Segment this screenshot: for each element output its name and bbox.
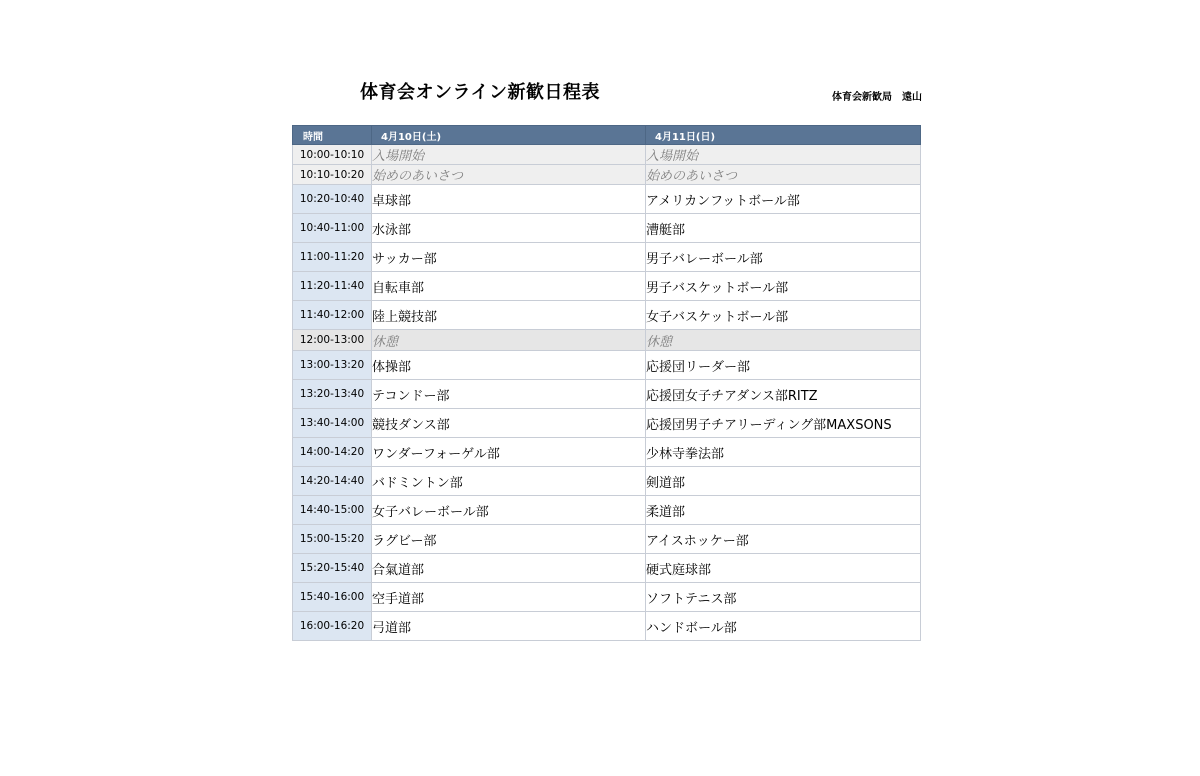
author-org: 体育会新歓局 <box>832 92 892 103</box>
time-cell: 10:10-10:20 <box>293 165 372 185</box>
day2-cell: 始めのあいさつ <box>646 165 921 185</box>
day1-cell: 体操部 <box>372 351 646 380</box>
day2-cell: 応援団女子チアダンス部RITZ <box>646 380 921 409</box>
day2-cell: 入場開始 <box>646 145 921 165</box>
day1-cell: 始めのあいさつ <box>372 165 646 185</box>
author-name: 遠山 <box>902 92 922 103</box>
time-cell: 15:00-15:20 <box>293 525 372 554</box>
day2-cell: ハンドボール部 <box>646 612 921 641</box>
day1-cell: 陸上競技部 <box>372 301 646 330</box>
table-row <box>293 467 921 496</box>
time-cell: 15:40-16:00 <box>293 583 372 612</box>
time-cell: 15:20-15:40 <box>293 554 372 583</box>
day1-cell: 入場開始 <box>372 145 646 165</box>
day1-cell: 卓球部 <box>372 185 646 214</box>
day1-cell: 女子バレーボール部 <box>372 496 646 525</box>
table-row <box>293 351 921 380</box>
author-line <box>832 88 922 103</box>
time-cell: 14:00-14:20 <box>293 438 372 467</box>
table-row <box>293 301 921 330</box>
day1-cell: ラグビー部 <box>372 525 646 554</box>
table-row <box>293 583 921 612</box>
day2-cell: 少林寺拳法部 <box>646 438 921 467</box>
day2-cell: 女子バスケットボール部 <box>646 301 921 330</box>
time-cell: 14:20-14:40 <box>293 467 372 496</box>
time-cell: 10:20-10:40 <box>293 185 372 214</box>
time-cell: 13:40-14:00 <box>293 409 372 438</box>
table-row <box>293 272 921 301</box>
day2-cell: アメリカンフットボール部 <box>646 185 921 214</box>
table-row <box>293 554 921 583</box>
table-row <box>293 165 921 185</box>
day1-cell: バドミントン部 <box>372 467 646 496</box>
table-row <box>293 330 921 351</box>
table-row <box>293 612 921 641</box>
day2-cell: 休憩 <box>646 330 921 351</box>
day2-cell: ソフトテニス部 <box>646 583 921 612</box>
day1-cell: サッカー部 <box>372 243 646 272</box>
day1-cell: 水泳部 <box>372 214 646 243</box>
time-cell: 13:20-13:40 <box>293 380 372 409</box>
day1-cell: ワンダーフォーゲル部 <box>372 438 646 467</box>
document-title: 体育会オンライン新歓日程表 <box>360 82 600 103</box>
table-row <box>293 438 921 467</box>
day2-cell: 硬式庭球部 <box>646 554 921 583</box>
table-row <box>293 409 921 438</box>
day2-cell: 男子バレーボール部 <box>646 243 921 272</box>
time-cell: 10:40-11:00 <box>293 214 372 243</box>
day1-cell: 競技ダンス部 <box>372 409 646 438</box>
table-row <box>293 214 921 243</box>
day2-cell: 剣道部 <box>646 467 921 496</box>
day2-cell: 男子バスケットボール部 <box>646 272 921 301</box>
table-row <box>293 525 921 554</box>
day1-cell: 弓道部 <box>372 612 646 641</box>
table-row <box>293 145 921 165</box>
day2-cell: 応援団リーダー部 <box>646 351 921 380</box>
header-day2: 4月11日(日) <box>646 126 921 145</box>
day2-cell: 柔道部 <box>646 496 921 525</box>
time-cell: 10:00-10:10 <box>293 145 372 165</box>
table-row <box>293 185 921 214</box>
time-cell: 12:00-13:00 <box>293 330 372 351</box>
day1-cell: テコンドー部 <box>372 380 646 409</box>
table-row <box>293 380 921 409</box>
time-cell: 11:00-11:20 <box>293 243 372 272</box>
header-time: 時間 <box>293 126 372 145</box>
time-cell: 11:20-11:40 <box>293 272 372 301</box>
table-row <box>293 243 921 272</box>
time-cell: 11:40-12:00 <box>293 301 372 330</box>
day1-cell: 空手道部 <box>372 583 646 612</box>
header-day1: 4月10日(土) <box>372 126 646 145</box>
table-header-row <box>293 126 921 145</box>
day1-cell: 合氣道部 <box>372 554 646 583</box>
table-row <box>293 496 921 525</box>
day2-cell: 応援団男子チアリーディング部MAXSONS <box>646 409 921 438</box>
schedule-table <box>292 125 921 641</box>
day1-cell: 休憩 <box>372 330 646 351</box>
day2-cell: 漕艇部 <box>646 214 921 243</box>
time-cell: 13:00-13:20 <box>293 351 372 380</box>
day1-cell: 自転車部 <box>372 272 646 301</box>
day2-cell: アイスホッケー部 <box>646 525 921 554</box>
time-cell: 14:40-15:00 <box>293 496 372 525</box>
time-cell: 16:00-16:20 <box>293 612 372 641</box>
